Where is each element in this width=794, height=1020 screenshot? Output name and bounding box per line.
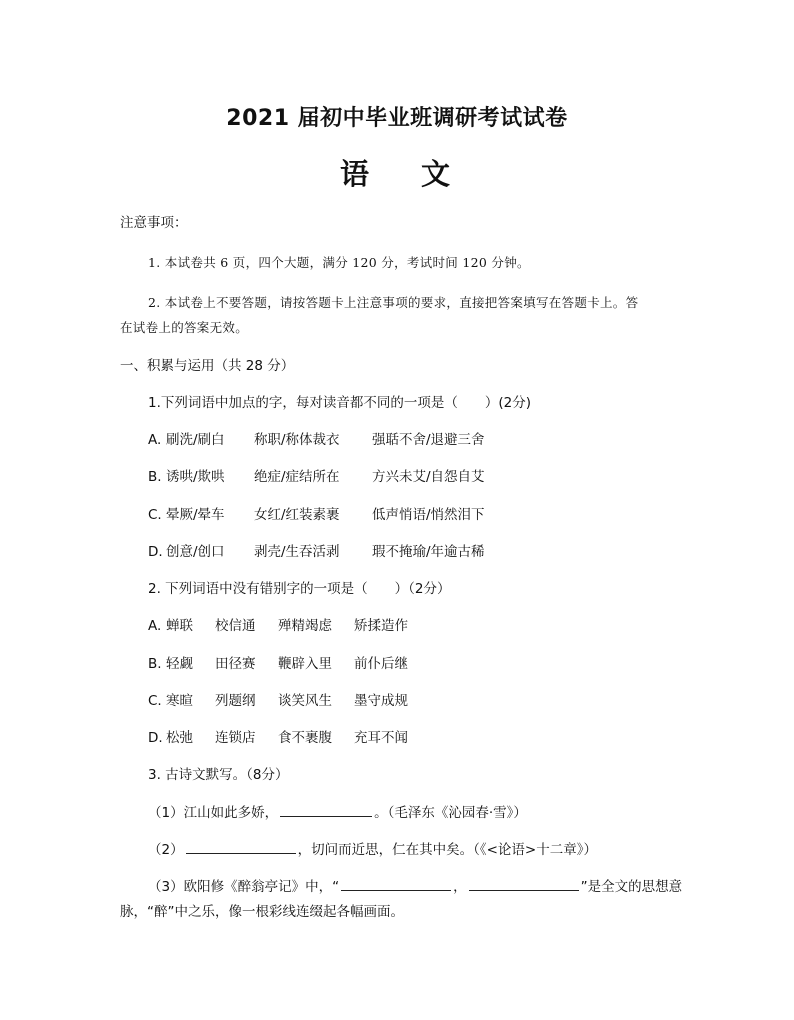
option-word: 称职/称体裁衣 [254, 432, 340, 448]
option-word: 绝症/症结所在 [254, 469, 340, 485]
option-word: 强聒不舍/退避三舍 [372, 432, 485, 448]
option-word: 墨守成规 [354, 693, 408, 709]
answer-blank[interactable] [341, 877, 451, 891]
option-word: 殚精竭虑 [278, 618, 332, 634]
option-word: 前仆后继 [354, 656, 408, 672]
question-2-stem: 2. 下列词语中没有错别字的一项是（ ）（2分） [148, 581, 451, 597]
q3-part-2-text-b: ，切问而近思，仁在其中矣。（《<论语>十二章》） [297, 842, 597, 858]
option-word: 方兴未艾/自怨自艾 [372, 469, 485, 485]
option-word: 松弛 [166, 730, 193, 746]
q3-part-3-text-c: ”是全文的思想意 [580, 879, 683, 895]
note-item-2-line-1: 2. 本试卷上不要答题，请按答题卡上注意事项的要求，直接把答案填写在答题卡上。答 [148, 295, 639, 310]
option-word: 食不裹腹 [278, 730, 332, 746]
option-word: 晕厥/晕车 [166, 507, 225, 523]
option-word: 轻觑 [166, 656, 193, 672]
q3-part-2 [148, 840, 597, 860]
option-word: 列题纲 [215, 693, 256, 709]
option-word: 女红/红装素裹 [254, 507, 340, 523]
option-word: 低声悄语/悄然泪下 [372, 507, 485, 523]
option-word: 田径赛 [215, 656, 256, 672]
option-label: B. [148, 656, 162, 672]
option-word: 刷洗/刷白 [166, 432, 225, 448]
option-label: C. [148, 507, 162, 523]
option-word: 剥壳/生吞活剥 [254, 544, 340, 560]
notes-heading: 注意事项： [120, 215, 188, 231]
option-label: D. [148, 544, 163, 560]
option-word: 充耳不闻 [354, 730, 408, 746]
note-item-1: 1. 本试卷共 6 页，四个大题，满分 120 分，考试时间 120 分钟。 [148, 255, 530, 270]
subject-char-2: 文 [421, 157, 451, 191]
note-item-2-line-2: 在试卷上的答案无效。 [120, 320, 249, 335]
option-word: 矫揉造作 [354, 618, 408, 634]
q3-part-3 [148, 877, 682, 897]
q3-part-3-line-2: 脉，“醉”中之乐，像一根彩线连缀起各幅画面。 [120, 904, 404, 920]
exam-title: 2021 届初中毕业班调研考试试卷 [226, 106, 568, 131]
option-word: 连锁店 [215, 730, 256, 746]
q3-part-1 [148, 803, 527, 823]
section-heading: 一、积累与运用（共 28 分） [120, 358, 295, 374]
q3-part-3-text-a: （3）欧阳修《醉翁亭记》中，“ [148, 879, 340, 895]
answer-blank[interactable] [186, 840, 296, 854]
q3-part-1-text-a: （1）江山如此多娇， [148, 805, 279, 821]
option-word: 诱哄/欺哄 [166, 469, 225, 485]
option-label: A. [148, 618, 162, 634]
option-word: 创意/创口 [166, 544, 225, 560]
option-label: C. [148, 693, 162, 709]
option-word: 谈笑风生 [278, 693, 332, 709]
subject-title [340, 152, 450, 193]
answer-blank[interactable] [469, 877, 579, 891]
answer-blank[interactable] [280, 803, 372, 817]
q3-part-2-text-a: （2） [148, 842, 184, 858]
question-1-stem: 1.下列词语中加点的字，每对读音都不同的一项是（ ）(2分) [148, 395, 532, 411]
subject-char-1: 语 [340, 157, 370, 191]
question-3-stem: 3. 古诗文默写。（8分） [148, 767, 289, 783]
option-word: 校信通 [215, 618, 256, 634]
option-word: 寒暄 [166, 693, 193, 709]
option-label: B. [148, 469, 162, 485]
option-label: D. [148, 730, 163, 746]
q3-part-1-text-b: 。（毛泽东《沁园春·雪》） [374, 805, 527, 821]
option-label: A. [148, 432, 162, 448]
option-word: 蝉联 [166, 618, 193, 634]
option-word: 鞭辟入里 [278, 656, 332, 672]
option-word: 瑕不掩瑜/年逾古稀 [372, 544, 485, 560]
q3-part-3-text-b: ， [453, 879, 467, 895]
